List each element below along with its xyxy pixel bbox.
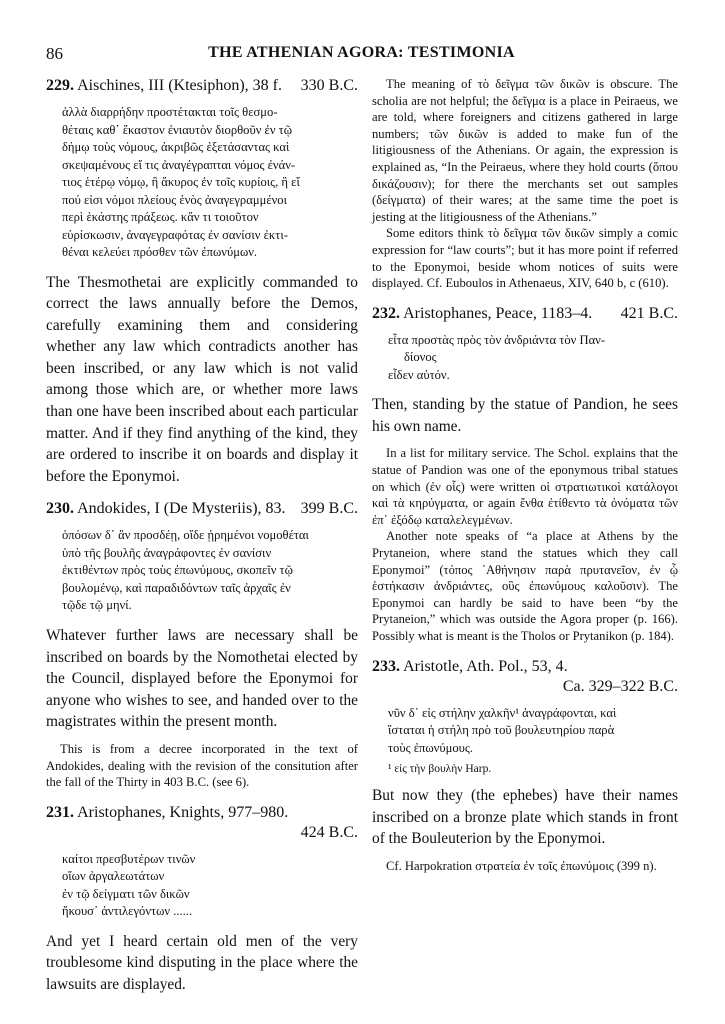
entry-229 xyxy=(46,76,358,487)
entry-232 xyxy=(372,304,678,645)
entry-number: 232. xyxy=(372,304,400,322)
commentary-note: This is from a decree incorporated in the text of Andokides, dealing with the revision of the consitution after the fall of the Thirty in 403 B.C. (see 6). xyxy=(46,741,358,790)
greek-text: νῦν δ᾽ εἰς στήλην χαλκῆν¹ ἀναγράφονται, καὶ ἵσταται ἡ στήλη πρὸ τοῦ βουλευτηρίου παρὰ τοὺς ἐπωνύμους. xyxy=(388,705,617,755)
entry-date: 421 B.C. xyxy=(620,304,678,322)
page-header xyxy=(46,44,677,66)
entry-source: Aristophanes, Peace, 1183–4. xyxy=(403,304,593,322)
commentary-note: In a list for military service. The Schol. explains that the statue of Pandion was one of the eponymous tribal statues on which (ἐν οἷς) were written οἱ στρατιωτικοὶ κατάλογοι καὶ τὰ κηρύγματα, or again ἔνθα ἐτίθεντο τὰ ὀνόματα τῶν ἐπ᾽ ἐξόδῳ καταλελεγμένων. Another note speaks of “a place at Athens by the Prytaneion, where stand the statues which they call Eponymoi” (τόπος ᾽Αθήνησιν παρὰ πρυτανεῖον, ἐν ᾧ ἑστήκασιν ἀνδριάντες, οὓς ἐπωνύμους καλοῦσιν). The Eponymoi can hardly be said to have been “by the Prytaneion,” which was outside the Agora proper (p. 166). Possibly what is meant is the Tholos or Prytanikon (p. 184). xyxy=(372,446,678,643)
entry-date: 424 B.C. xyxy=(300,823,358,841)
entry-source: Andokides, I (De Mysteriis), 83. xyxy=(77,500,286,518)
entry-number: 230. xyxy=(46,500,74,518)
entry-230 xyxy=(46,499,358,790)
greek-text: καίτοι πρεσβυτέρων τινῶν οἵων ἀργαλεωτάτων ἐν τῷ δείγματι τῶν δικῶν ἤκουσ᾽ ἀντιλεγόντων ...... xyxy=(62,851,196,919)
commentary-note: The meaning of τὸ δεῖγμα τῶν δικῶν is obscure. The scholia are not helpful; the δεῖγμα is a place in Peiraeus, we are told, where foreigners and citizens gathered in large numbers; τῶν δικῶν is added to make fun of the litigiousness of the Athenians. Or again, the expression is explained as, “In the Peiraeus, where they hold courts (ὅπου δικάζουσιν); for there the merchants set out samples (δείγματα) of their wares; at the same time the poet is jesting at the litigiousness of the Athenians.” Some editors think τὸ δεῖγμα τῶν δικῶν simply a comic expression for “law courts”; but it has more point if referred to the Eponymoi, beside whom notices of suits were displayed. Cf. Euboulos in Athenaeus, XIV, 640 b, c (610). xyxy=(372,77,678,291)
english-translation: The Thesmothetai are explicitly commanded to correct the laws annually before the Demos, carefully examining them and considering whether any law which contradicts another has been inscribed, or any law which is not valid among those which are, or whether more laws than one have been inscribed about each particular matter. And if they find anything of the kind, they are ordered to inscribe it on boards and display it before the Eponymoi. xyxy=(46,273,358,485)
entry-231 xyxy=(46,803,358,996)
footnote: ¹ εἰς τὴν βουλὴν Harp. xyxy=(388,763,492,776)
right-column xyxy=(372,76,678,874)
entry-date: Ca. 329–322 B.C. xyxy=(562,677,678,695)
entry-source: Aristophanes, Knights, 977–980. xyxy=(77,803,289,821)
entry-source: Aristotle, Ath. Pol., 53, 4. xyxy=(403,657,568,675)
entry-number: 233. xyxy=(372,657,400,675)
commentary-note: Cf. Harpokration στρατεία ἐν τοῖς ἐπωνύμοις (399 n). xyxy=(386,858,657,873)
entry-date: 399 B.C. xyxy=(300,500,358,518)
running-title: THE ATHENIAN AGORA: TESTIMONIA xyxy=(208,44,515,61)
english-translation: Then, standing by the statue of Pandion, he sees his own name. xyxy=(372,396,678,435)
greek-text: εἶτα προστὰς πρὸς τὸν ἀνδριάντα τὸν Παν- δίονος εἶδεν αὑτόν. xyxy=(388,332,606,382)
entry-233 xyxy=(372,657,678,875)
entry-number: 229. xyxy=(46,77,74,94)
english-translation: Whatever further laws are necessary shall be inscribed on boards by the Nomothetai elected by the Council, displayed before the Eponymoi for anyone who wishes to see, and handed over to the magistrates within the present month. xyxy=(46,626,358,731)
page-number: 86 xyxy=(46,44,63,63)
left-column xyxy=(46,76,358,995)
english-translation: And yet I heard certain old men of the very troublesome kind disputing in the place where the lawsuits are displayed. xyxy=(46,932,358,993)
greek-text: ὁπόσων δ᾽ ἂν προσδέῃ, οἵδε ᾑρημένοι νομοθέται ὑπὸ τῆς βουλῆς ἀναγράφοντες ἐν σανίσιν ἐκτιθέντων πρὸς τοὺς ἐπωνύμους, σκοπεῖν τῷ βουλομένῳ, καὶ παραδιδόντων ταῖς ἀρχαῖς ἐν τῷδε τῷ μηνί. xyxy=(62,528,309,613)
english-translation: But now they (the ephebes) have their names inscribed on a bronze plate which stands in front of the Bouleuterion by the Eponymoi. xyxy=(372,787,678,848)
entry-date: 330 B.C. xyxy=(300,77,358,94)
entry-number: 231. xyxy=(46,803,74,821)
greek-text: ἀλλὰ διαρρήδην προστέτακται τοῖς θεσμο- θέταις καθ᾽ ἕκαστον ἐνιαυτὸν διορθοῦν ἐν τῷ δήμῳ τοὺς νόμους, ἀκριβῶς ἐξετάσαντας καὶ σκεψαμένους εἴ τις ἀναγέγραπται νόμος ἐνάν- τιος ἑτέρῳ νόμῳ, ἢ ἄκυρος ἐν τοῖς κυρίοις, ἢ εἴ πού εἰσι νόμοι πλείους ἑνὸς ἀναγεγραμμένοι περὶ ἑκάστης πράξεως. κἄν τι τοιοῦτον εὑρίσκωσιν, ἀναγεγραφότας ἐν σανίσιν ἐκτι- θέναι κελεύει πρόσθεν τῶν ἐπωνύμων. xyxy=(62,105,300,259)
entry-source: Aischines, III (Ktesiphon), 38 f. xyxy=(77,77,282,94)
